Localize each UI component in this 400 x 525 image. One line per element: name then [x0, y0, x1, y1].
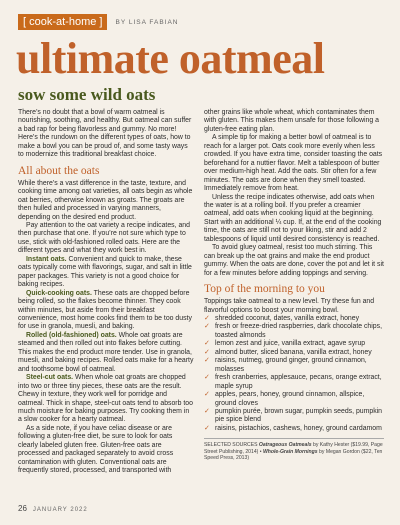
boil-paragraph: Unless the recipe indicates otherwise, add oats when the water is at a rolling boil. If you prefer a creamier oatmeal, add oats when cooking liquid at the beginning. Start with an additional ¼ cup. If, at the end of the cooking time, the oats are still not to your liking, stir and add 2 tablespoons of liquid until desired consistency is reached.	[204, 193, 382, 243]
quick-oats-lead: Quick-cooking oats.	[26, 289, 92, 297]
gluten-free-paragraph: As a side note, if you have celiac disease or are following a gluten-free diet, be sure to look for oats clearly labeled gluten free. Gluten-free oats are processed and packaged separately to avoid cross contamination with gluten. Conventional oats are frequently stored, processed, and transported with	[18, 424, 174, 475]
tip-paragraph: A simple tip for making a better bowl of oatmeal is to reach for a larger pot. Oats cook more evenly when less crowded. If you have extra time, consider toasting the oats beforehand for a nuttier flavor. Melt a tablespoon of butter over medium-high heat. Add the oats. Stir often for a few minutes. The oats are done when they smell toasted. Immediately remove from heat.	[204, 134, 383, 193]
header	[18, 14, 179, 30]
checkmark-icon: ✓	[204, 348, 210, 356]
topping-item: ✓ apples, pears, honey, ground cinnamon, allspice, ground cloves	[204, 391, 365, 407]
source-detail-2: by Megan Gordon ($22, Ten Speed Press, 2013)	[204, 448, 383, 462]
rolled-oats-lead: Rolled (old-fashioned) oats.	[26, 331, 117, 339]
checkmark-icon: ✓	[204, 407, 210, 415]
rolled-oats-paragraph	[18, 332, 194, 374]
avoid-gluey-paragraph: To avoid gluey oatmeal, resist too much stirring. This can break up the oat grains and make the end product gummy. When the oats are done, cover the pot and let it sit for a few minutes before adding toppings and serving.	[204, 244, 384, 277]
checkmark-icon: ✓	[204, 314, 210, 322]
topping-item: ✓ almond butter, sliced banana, vanilla extract, honey	[204, 348, 372, 356]
selected-sources	[204, 442, 384, 461]
topping-item: ✓ raisins, pistachios, cashews, honey, ground cardamom	[204, 424, 382, 432]
section-heading-oats: All about the oats	[18, 164, 100, 177]
intro-paragraph: There’s no doubt that a bowl of warm oatmeal is nourishing, soothing, and healthy. But oatmeal can suffer a bad rap for being flavorless and gummy. No more! Here’s the rundown on the different types of oats, how to make a bowl you can be proud of, and some tasty ways to modernize this traditional breakfast choice.	[18, 109, 192, 159]
rolled-oats-text: Whole oat groats are steamed and then rolled out into flakes before cutting. This makes the end product more tender. Use in granola, muesli, and baking recipes. Rolled oats make for a hearty and toothsome bowl of oatmeal.	[18, 331, 194, 373]
oats-paragraph-2: Pay attention to the oat variety a recipe indicates, and then purchase that one. If you’re not sure which type to use, stick with old-fashioned rolled oats. Here are the different types and what they work best in.	[18, 221, 190, 255]
source-title-2: Whole-Grain Mornings	[262, 448, 318, 455]
checkmark-icon: ✓	[204, 323, 210, 331]
checkmark-icon: ✓	[204, 340, 210, 348]
byline: BY LISA FABIAN	[115, 18, 179, 26]
instant-oats-paragraph	[18, 256, 194, 290]
steel-cut-oats-lead: Steel-cut oats.	[26, 374, 74, 382]
right-column	[204, 109, 384, 462]
checkmark-icon: ✓	[204, 424, 210, 432]
article-title: ultimate oatmeal	[16, 34, 325, 83]
steel-cut-oats-paragraph	[18, 374, 194, 425]
checkmark-icon: ✓	[204, 391, 210, 399]
source-title-1: Oatrageous Oatmeals	[258, 442, 312, 449]
issue-date: JANUARY 2022	[32, 507, 88, 513]
checkmark-icon: ✓	[204, 357, 210, 365]
section-heading-toppings: Top of the morning to you	[204, 283, 325, 296]
continued-paragraph: other grains like whole wheat, which contaminates them with gluten. This makes them unsafe for those following a gluten-free eating plan.	[204, 109, 379, 133]
quick-oats-paragraph	[18, 290, 194, 332]
page-number: 26	[18, 504, 27, 513]
section-label: [ cook-at-home ]	[18, 14, 107, 30]
footer	[18, 504, 88, 513]
source-detail-1: by Kathy Hester ($19.99, Page Street Publishing, 2014) •	[204, 442, 383, 455]
steel-cut-oats-text: When whole oat groats are chopped into two or three tiny pieces, these oats are the result. Chewy in texture, they work well for porridge and oatmeal. Thick in shape, steel-cut oats tend to absorb too much moisture for baking purposes. Try cooking them in a slow cooker for a hearty oatmeal.	[18, 374, 193, 424]
quick-oats-text: These oats are chopped before being rolled, so the flakes become thinner. They cook within minutes, but aside from their breakfast convenience, most home cooks find them to be too dusty for use in granola, muesli, and baking.	[18, 289, 192, 331]
toppings-intro: Toppings take oatmeal to a new level. Try these fun and flavorful options to boost your morning bowl.	[204, 298, 375, 314]
instant-oats-text: Convenient and quick to make, these oats typically come with flavorings, sugar, and salt in little paper packages. This variety is not a good choice for baking recipes.	[18, 255, 192, 289]
topping-item: ✓ shredded coconut, dates, vanilla extract, honey	[204, 314, 360, 322]
article-subtitle: sow some wild oats	[18, 85, 156, 104]
topping-item: ✓ lemon zest and juice, vanilla extract, agave syrup	[204, 340, 366, 348]
topping-item: ✓ fresh or freeze-dried raspberries, dark chocolate chips, toasted almonds	[204, 323, 382, 339]
sources-divider	[204, 438, 384, 439]
instant-oats-lead: Instant oats.	[26, 255, 67, 263]
topping-item: ✓ pumpkin purée, brown sugar, pumpkin seeds, pumpkin pie spice blend	[204, 407, 382, 424]
sources-label: SELECTED SOURCES	[204, 442, 258, 449]
left-column	[18, 109, 194, 476]
toppings-list	[204, 315, 384, 433]
topping-item: ✓ fresh cranberries, applesauce, pecans, orange extract, maple syrup	[204, 374, 382, 390]
topping-item: ✓ raisins, nutmeg, ground ginger, ground cinnamon, molasses	[204, 357, 367, 373]
oats-paragraph-1: While there’s a vast difference in the taste, texture, and cooking time among oat varieties, all oats begin as whole oat berries, otherwise known as groats. The groats are then hulled and processed in varying manners, depending on the desired end product.	[18, 179, 193, 221]
checkmark-icon: ✓	[204, 374, 210, 382]
